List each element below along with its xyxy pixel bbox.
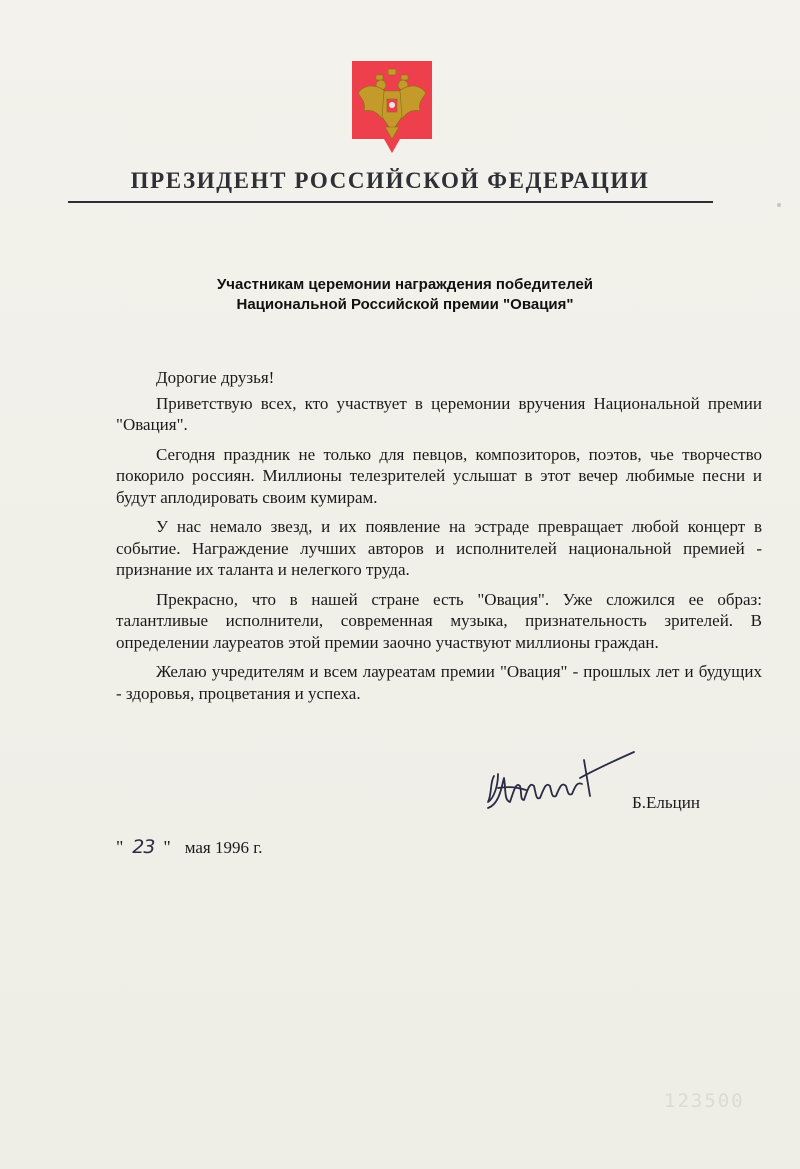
paragraph-4: Прекрасно, что в нашей стране есть "Овация". Уже сложился ее образ: талантливые исполнители, современная музыка, признательность зрителей. В определении лауреатов этой премии заочно участвуют миллионы граждан. <box>116 589 762 652</box>
paragraph-5: Желаю учредителям и всем лауреатам премии "Овация" - прошлых лет и будущих - здоровья, процветания и успеха. <box>116 662 762 703</box>
date-month-year: мая 1996 г. <box>184 838 263 857</box>
date-day-handwritten: 23 <box>132 836 155 858</box>
signer-name: Б.Ельцин <box>632 793 700 812</box>
address-block <box>190 275 620 315</box>
date-close-quote: " <box>163 837 171 857</box>
paper-mark <box>777 203 781 207</box>
address-line-1: Участникам церемонии награждения победителей <box>216 276 594 293</box>
address-line-2: Национальной Российской премии "Овация" <box>236 296 574 313</box>
registration-stamp: 123500 <box>664 1090 745 1112</box>
letterhead-divider <box>68 201 713 203</box>
letter-body <box>116 367 762 712</box>
greeting: Дорогие друзья! <box>156 368 275 387</box>
handwritten-signature-icon <box>480 738 640 818</box>
paragraph-2: Сегодня праздник не только для певцов, композиторов, поэтов, чье творчество покорило россиян. Миллионы телезрителей услышат в этот вечер любимые песни и будут аплодировать своим кумирам. <box>116 444 762 507</box>
date-open-quote: " <box>116 837 124 857</box>
paragraph-3: У нас немало звезд, и их появление на эстраде превращает любой концерт в событие. Награждение лучших авторов и исполнителей национальной премией - признание их таланта и нелегкого труда. <box>116 517 762 579</box>
coat-of-arms-icon <box>352 61 432 153</box>
date-line <box>116 836 263 858</box>
paragraph-1: Приветствую всех, кто участвует в церемонии вручения Национальной премии "Овация". <box>116 393 762 434</box>
letterhead-title: ПРЕЗИДЕНТ РОССИЙСКОЙ ФЕДЕРАЦИИ <box>130 168 650 193</box>
